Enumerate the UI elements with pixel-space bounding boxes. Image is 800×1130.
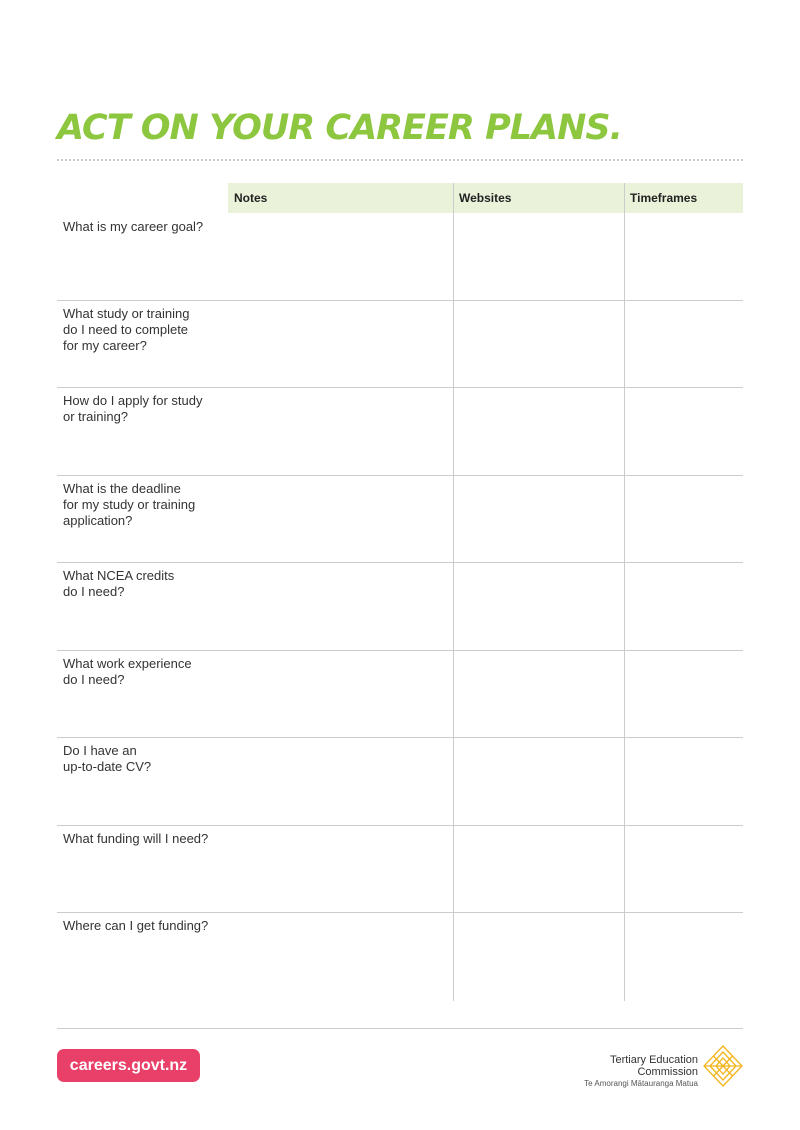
column-divider-timeframes: [624, 183, 625, 1001]
question-career-goal: What is my career goal?: [63, 219, 204, 234]
question-study-training: What study or training do I need to complete for my career?: [63, 306, 190, 353]
question-funding-needed: What funding will I need?: [63, 831, 209, 846]
row-divider: [57, 650, 743, 651]
tec-diamond-lattice-icon: [703, 1045, 743, 1087]
question-where-funding: Where can I get funding?: [63, 918, 209, 933]
page-title: ACT ON YOUR CAREER PLANS.: [57, 108, 622, 148]
row-divider: [57, 562, 743, 563]
tec-name-line1: Tertiary Education: [609, 1054, 698, 1066]
row-divider: [57, 825, 743, 826]
row-divider: [57, 475, 743, 476]
question-work-experience: What work experience do I need?: [63, 656, 192, 687]
question-ncea-credits: What NCEA credits do I need?: [63, 568, 175, 599]
footer-divider: [57, 1028, 743, 1029]
question-how-apply: How do I apply for study or training?: [63, 393, 203, 424]
row-divider: [57, 912, 743, 913]
dotted-divider: [57, 159, 743, 161]
row-divider: [57, 737, 743, 738]
row-divider: [57, 387, 743, 388]
column-header-timeframes: Timeframes: [630, 191, 698, 205]
row-divider: [57, 300, 743, 301]
careers-website-link[interactable]: careers.govt.nz: [57, 1049, 200, 1082]
tec-wordmark: [560, 1054, 698, 1089]
column-header-websites: Websites: [459, 191, 512, 205]
tec-name-line2: Commission: [637, 1066, 698, 1078]
question-cv: Do I have an up-to-date CV?: [63, 743, 152, 774]
column-divider-websites: [453, 183, 454, 1001]
question-deadline: What is the deadline for my study or training application?: [63, 481, 196, 528]
tec-maori-name: Te Amorangi Mātauranga Matua: [584, 1079, 698, 1088]
column-header-notes: Notes: [234, 191, 268, 205]
